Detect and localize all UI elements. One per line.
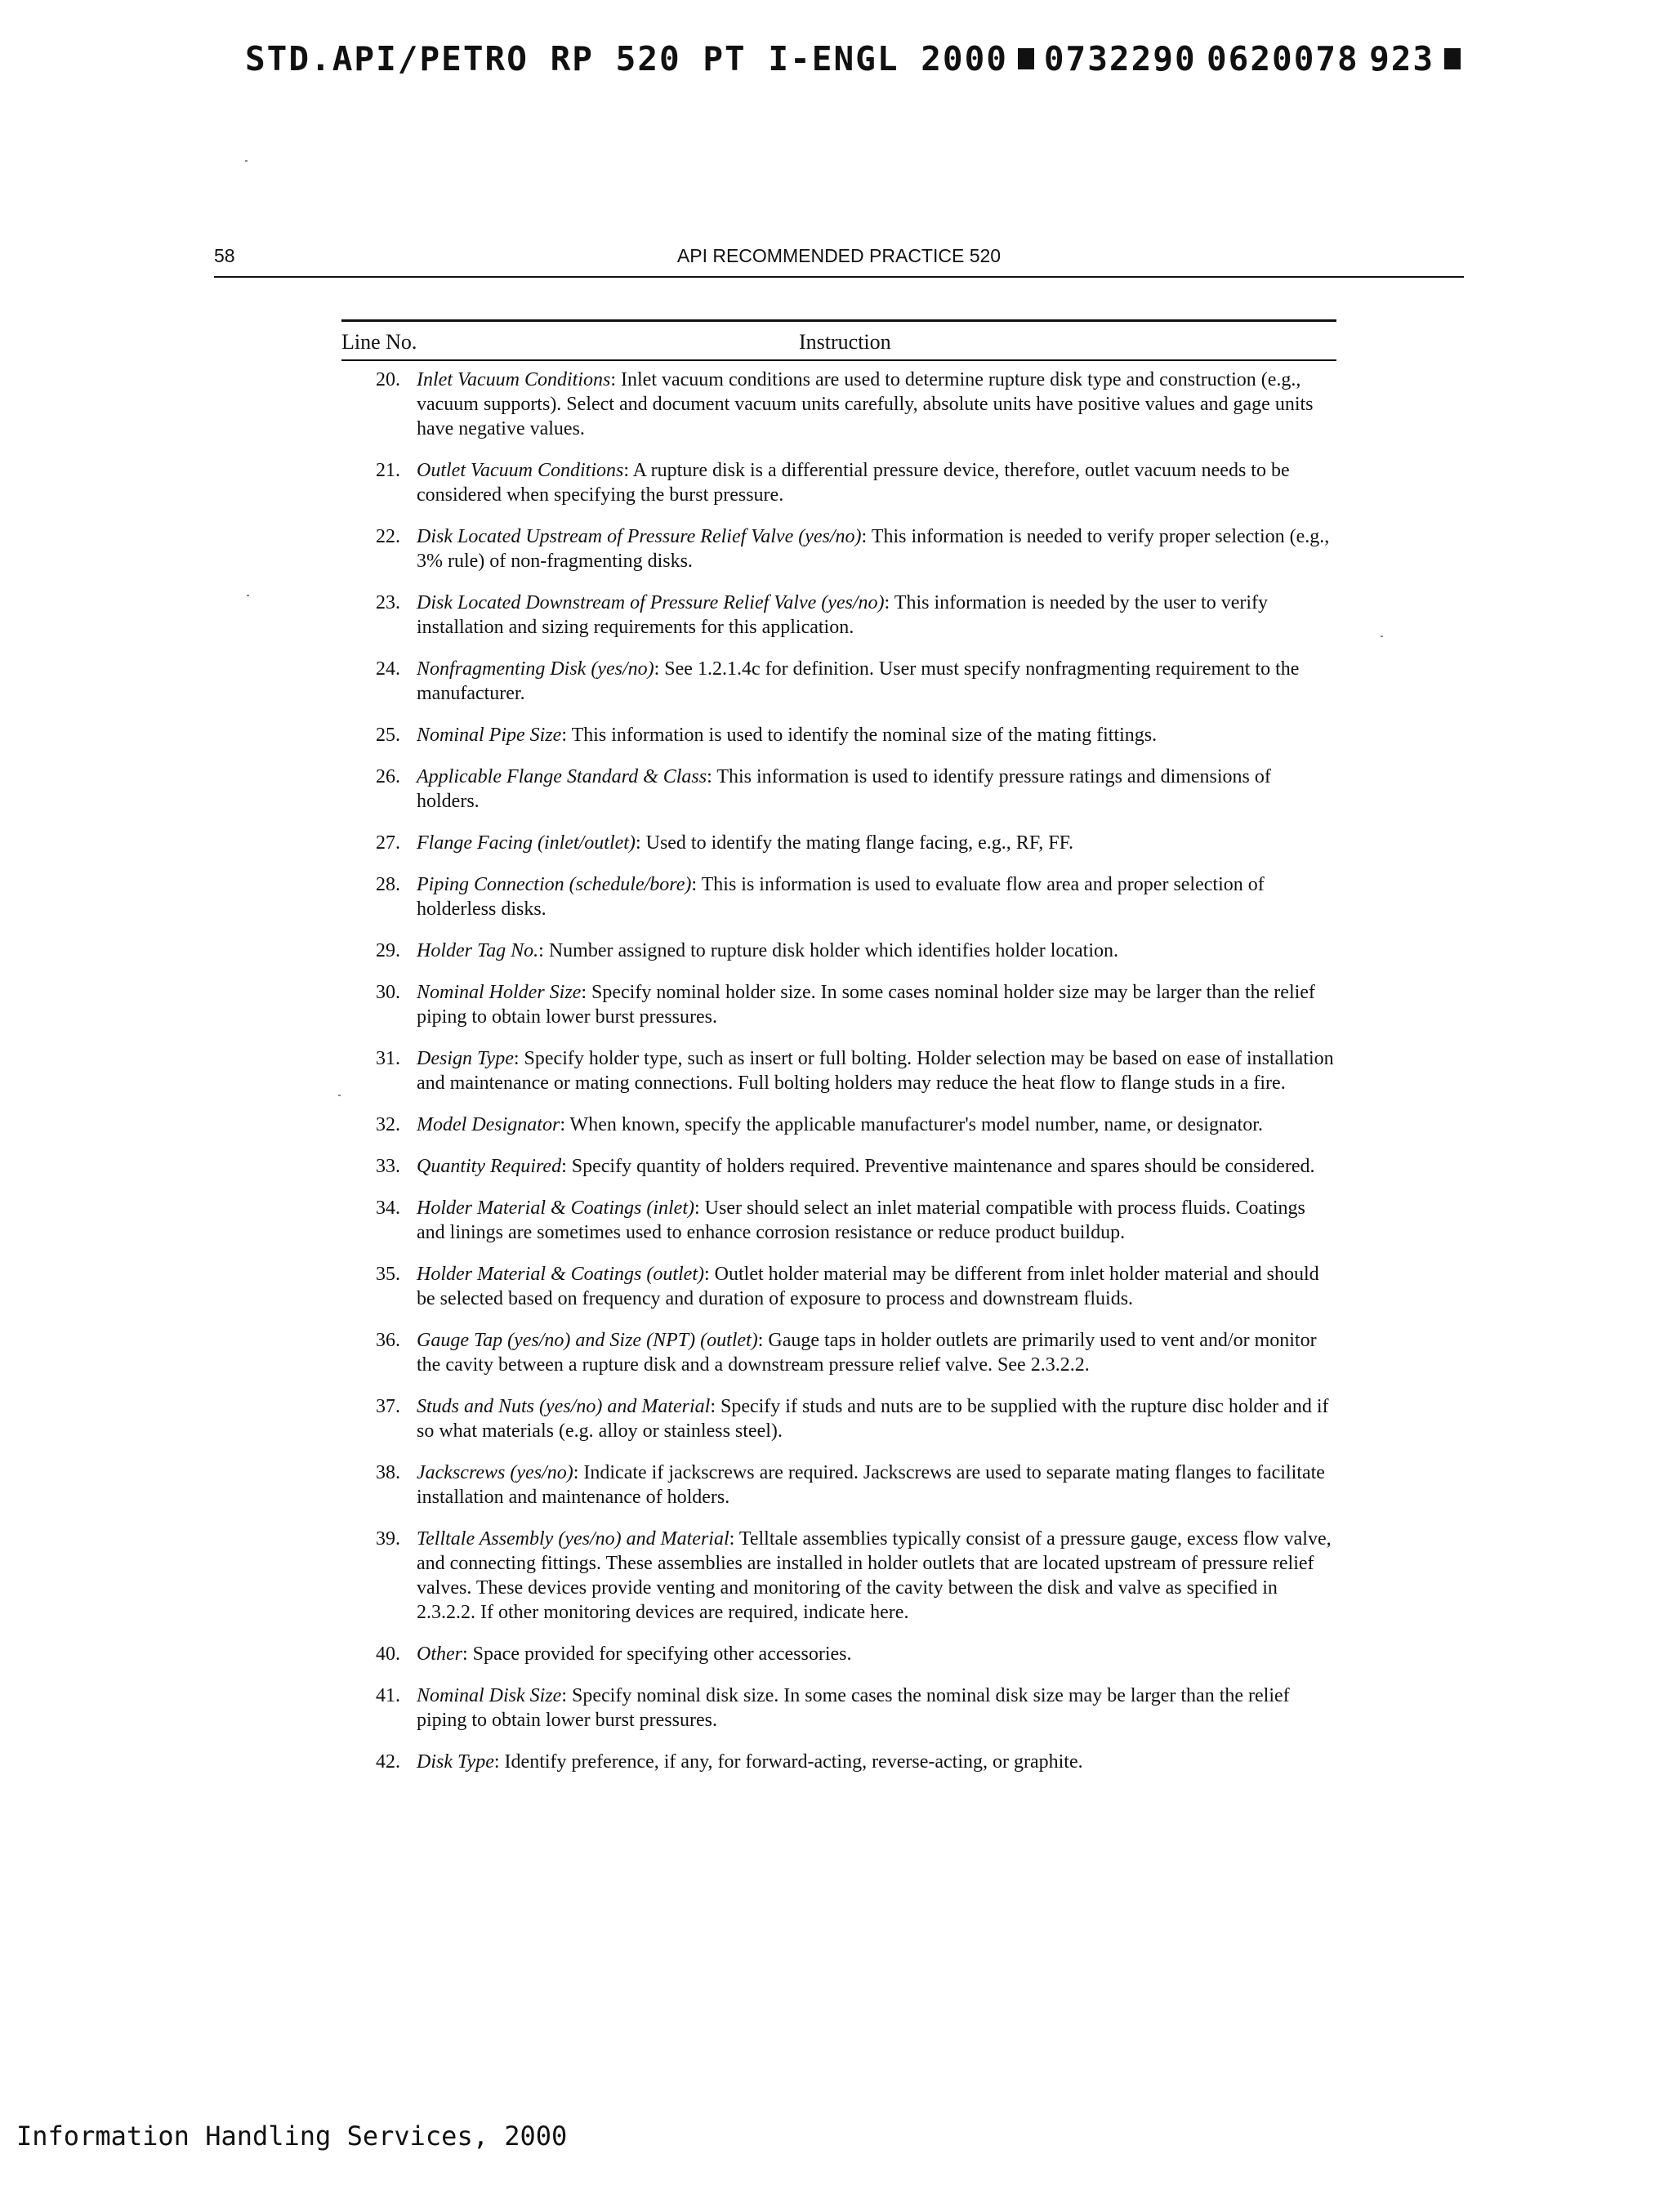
- scan-speck: [338, 1095, 341, 1096]
- line-number: 34.: [376, 1197, 400, 1219]
- line-number: 39.: [376, 1528, 400, 1550]
- table-row: [341, 765, 1336, 814]
- field-term: Disk Type: [417, 1751, 494, 1773]
- line-number: 28.: [376, 874, 400, 895]
- page-title: API RECOMMENDED PRACTICE 520: [676, 245, 1002, 266]
- field-term: Gauge Tap (yes/no) and Size (NPT) (outlet): [417, 1330, 758, 1351]
- field-term: Holder Tag No.: [417, 940, 539, 961]
- term-separator: :: [581, 982, 591, 1003]
- line-number: 33.: [376, 1156, 400, 1177]
- stamp-standard-id: STD.API/PETRO RP 520 PT I-ENGL 2000: [245, 39, 1008, 78]
- term-separator: :: [561, 1685, 572, 1706]
- term-separator: :: [710, 1396, 721, 1417]
- line-number: 32.: [376, 1114, 400, 1135]
- instruction-text: This information is used to identify the nominal size of the mating fittings.: [571, 725, 1158, 746]
- table-body: [341, 368, 1336, 1774]
- instruction-text: Outlet holder material may be different from inlet holder material and should be selected based on frequency and duration of exposure to process and downstream fluids.: [417, 1264, 1319, 1309]
- table-row: [341, 1154, 1336, 1179]
- line-number: 23.: [376, 592, 400, 613]
- term-separator: :: [493, 1751, 505, 1773]
- page-header: [214, 245, 1464, 278]
- term-separator: :: [573, 1462, 584, 1483]
- field-term: Design Type: [417, 1048, 514, 1069]
- term-separator: :: [691, 874, 702, 895]
- line-number: 41.: [376, 1685, 400, 1706]
- line-number: 22.: [376, 526, 400, 547]
- instruction-text: This information is used to identify pressure ratings and dimensions of holders.: [417, 766, 1271, 812]
- term-separator: :: [513, 1048, 524, 1069]
- term-separator: :: [462, 1643, 473, 1665]
- instruction-text: This information is needed by the user to verify installation and sizing requirements for this application.: [417, 592, 1268, 638]
- document-control-stamp: [245, 36, 1470, 82]
- term-separator: :: [694, 1197, 705, 1219]
- table-row: [341, 1461, 1336, 1510]
- field-term: Nonfragmenting Disk (yes/no): [417, 658, 654, 680]
- field-term: Jackscrews (yes/no): [417, 1462, 573, 1483]
- field-term: Studs and Nuts (yes/no) and Material: [417, 1396, 711, 1417]
- line-number: 37.: [376, 1396, 400, 1417]
- line-number: 30.: [376, 982, 400, 1003]
- stamp-code-3: 923: [1369, 39, 1435, 78]
- column-header-line-no: Line No.: [341, 330, 417, 354]
- table-row: [341, 1262, 1336, 1311]
- instruction-text: This information is needed to verify proper selection (e.g., 3% rule) of non-fragmenting disks.: [417, 526, 1330, 572]
- field-term: Model Designator: [417, 1114, 560, 1135]
- term-separator: :: [610, 369, 621, 390]
- table-header: [341, 322, 1336, 359]
- header-rule: [214, 276, 1464, 278]
- table-row: [341, 872, 1336, 921]
- instruction-text: Inlet vacuum conditions are used to determine rupture disk type and construction (e.g., vacuum supports). Select and document vacuum units carefully, absolute units have positive values and gage units have negative values.: [417, 369, 1314, 439]
- stamp-code-2: 0620078: [1206, 39, 1359, 78]
- instruction-text: Specify quantity of holders required. Preventive maintenance and spares should be considered.: [571, 1156, 1315, 1177]
- term-separator: :: [729, 1528, 739, 1550]
- term-separator: :: [703, 1264, 715, 1285]
- term-separator: :: [654, 658, 665, 680]
- field-term: Telltale Assembly (yes/no) and Material: [417, 1528, 729, 1550]
- term-separator: :: [560, 1114, 570, 1135]
- instruction-text: Specify holder type, such as insert or full bolting. Holder selection may be based on ease of installation and maintenance or mating connections. Full bolting holders may reduce the heat flow to flange studs in a fire.: [417, 1048, 1334, 1094]
- footer-credit: Information Handling Services, 2000: [16, 2121, 568, 2152]
- field-term: Disk Located Downstream of Pressure Relief Valve (yes/no): [417, 592, 885, 613]
- table-header-rule: [341, 359, 1336, 361]
- line-number: 24.: [376, 658, 400, 680]
- field-term: Disk Located Upstream of Pressure Relief Valve (yes/no): [417, 526, 862, 547]
- line-number: 42.: [376, 1751, 400, 1773]
- table-row: [341, 1328, 1336, 1377]
- field-term: Inlet Vacuum Conditions: [417, 369, 611, 390]
- term-separator: :: [623, 460, 633, 481]
- table-row: [341, 368, 1336, 441]
- field-term: Holder Material & Coatings (outlet): [417, 1264, 704, 1285]
- table-row: [341, 1684, 1336, 1733]
- instruction-text: User should select an inlet material compatible with process fluids. Coatings and linings are sometimes used to enhance corrosion resistance or reduce product buildup.: [417, 1197, 1305, 1243]
- instruction-text: Space provided for specifying other accessories.: [472, 1643, 852, 1665]
- instruction-text: Specify nominal disk size. In some cases the nominal disk size may be larger than the relief piping to obtain lower burst pressures.: [417, 1685, 1290, 1731]
- instruction-text: Indicate if jackscrews are required. Jackscrews are used to separate mating flanges to facilitate installation and maintenance of holders.: [417, 1462, 1325, 1508]
- table-row: [341, 1113, 1336, 1137]
- line-number: 26.: [376, 766, 400, 787]
- table-row: [341, 831, 1336, 855]
- instruction-text: See 1.2.1.4c for definition. User must specify nonfragmenting requirement to the manufacturer.: [417, 658, 1300, 704]
- line-number: 31.: [376, 1048, 400, 1069]
- instruction-text: A rupture disk is a differential pressure device, therefore, outlet vacuum needs to be considered when specifying the burst pressure.: [417, 460, 1290, 506]
- scan-speck: [1381, 636, 1383, 637]
- term-separator: :: [707, 766, 717, 787]
- field-term: Outlet Vacuum Conditions: [417, 460, 624, 481]
- column-header-instruction: Instruction: [799, 330, 891, 354]
- table-row: [341, 939, 1336, 963]
- instruction-text: Telltale assemblies typically consist of a pressure gauge, excess flow valve, and connecting fittings. These assemblies are installed in holder outlets that are located upstream of pressure relief valves. These devices provide venting and monitoring of the cavity between the disk and valve as specified in 2.3.2.2. If other monitoring devices are required, indicate here.: [417, 1528, 1332, 1623]
- term-separator: :: [561, 1156, 572, 1177]
- term-separator: :: [561, 725, 572, 746]
- field-term: Quantity Required: [417, 1156, 562, 1177]
- instruction-text: Specify nominal holder size. In some cases nominal holder size may be larger than the relief piping to obtain lower burst pressures.: [417, 982, 1315, 1028]
- table-row: [341, 524, 1336, 573]
- table-row: [341, 1527, 1336, 1625]
- instruction-text: This is information is used to evaluate flow area and proper selection of holderless disks.: [417, 874, 1265, 920]
- stamp-code-1: 0732290: [1043, 39, 1197, 78]
- term-separator: :: [757, 1330, 769, 1351]
- table-row: [341, 1046, 1336, 1095]
- line-number: 35.: [376, 1264, 400, 1285]
- term-separator: :: [884, 592, 894, 613]
- instruction-text: Gauge taps in holder outlets are primarily used to vent and/or monitor the cavity between a rupture disk and a downstream pressure relief valve. See 2.3.2.2.: [417, 1330, 1317, 1376]
- field-term: Nominal Holder Size: [417, 982, 582, 1003]
- table-row: [341, 591, 1336, 640]
- table-row: [341, 657, 1336, 706]
- line-number: 40.: [376, 1643, 400, 1665]
- table-row: [341, 723, 1336, 747]
- stamp-block-mark: [1444, 48, 1461, 69]
- stamp-block-mark: [1018, 48, 1034, 69]
- table-row: [341, 980, 1336, 1029]
- line-number: 20.: [376, 369, 400, 390]
- line-number: 25.: [376, 725, 400, 746]
- table-row: [341, 1750, 1336, 1774]
- field-term: Other: [417, 1643, 462, 1665]
- field-term: Nominal Pipe Size: [417, 725, 562, 746]
- line-number: 27.: [376, 832, 400, 854]
- term-separator: :: [538, 940, 549, 961]
- table-row: [341, 1394, 1336, 1443]
- line-number: 38.: [376, 1462, 400, 1483]
- page-number: 58: [214, 245, 235, 266]
- scan-speck: [245, 160, 248, 162]
- field-term: Piping Connection (schedule/bore): [417, 874, 692, 895]
- instruction-text: Specify if studs and nuts are to be supplied with the rupture disc holder and if so what materials (e.g. alloy or stainless steel).: [417, 1396, 1329, 1442]
- instruction-text: Identify preference, if any, for forward-acting, reverse-acting, or graphite.: [504, 1751, 1083, 1773]
- line-number: 29.: [376, 940, 400, 961]
- instruction-table: [341, 319, 1336, 1791]
- line-number: 21.: [376, 460, 400, 481]
- field-term: Nominal Disk Size: [417, 1685, 562, 1706]
- line-number: 36.: [376, 1330, 400, 1351]
- table-row: [341, 1642, 1336, 1666]
- instruction-text: Used to identify the mating flange facing, e.g., RF, FF.: [645, 832, 1074, 854]
- field-term: Applicable Flange Standard & Class: [417, 766, 707, 787]
- instruction-text: Number assigned to rupture disk holder which identifies holder location.: [548, 940, 1118, 961]
- term-separator: :: [861, 526, 872, 547]
- table-row: [341, 1196, 1336, 1245]
- field-term: Holder Material & Coatings (inlet): [417, 1197, 694, 1219]
- instruction-text: When known, specify the applicable manufacturer's model number, name, or designator.: [569, 1114, 1263, 1135]
- scan-speck: [247, 595, 249, 596]
- table-row: [341, 458, 1336, 507]
- term-separator: :: [635, 832, 646, 854]
- field-term: Flange Facing (inlet/outlet): [417, 832, 636, 854]
